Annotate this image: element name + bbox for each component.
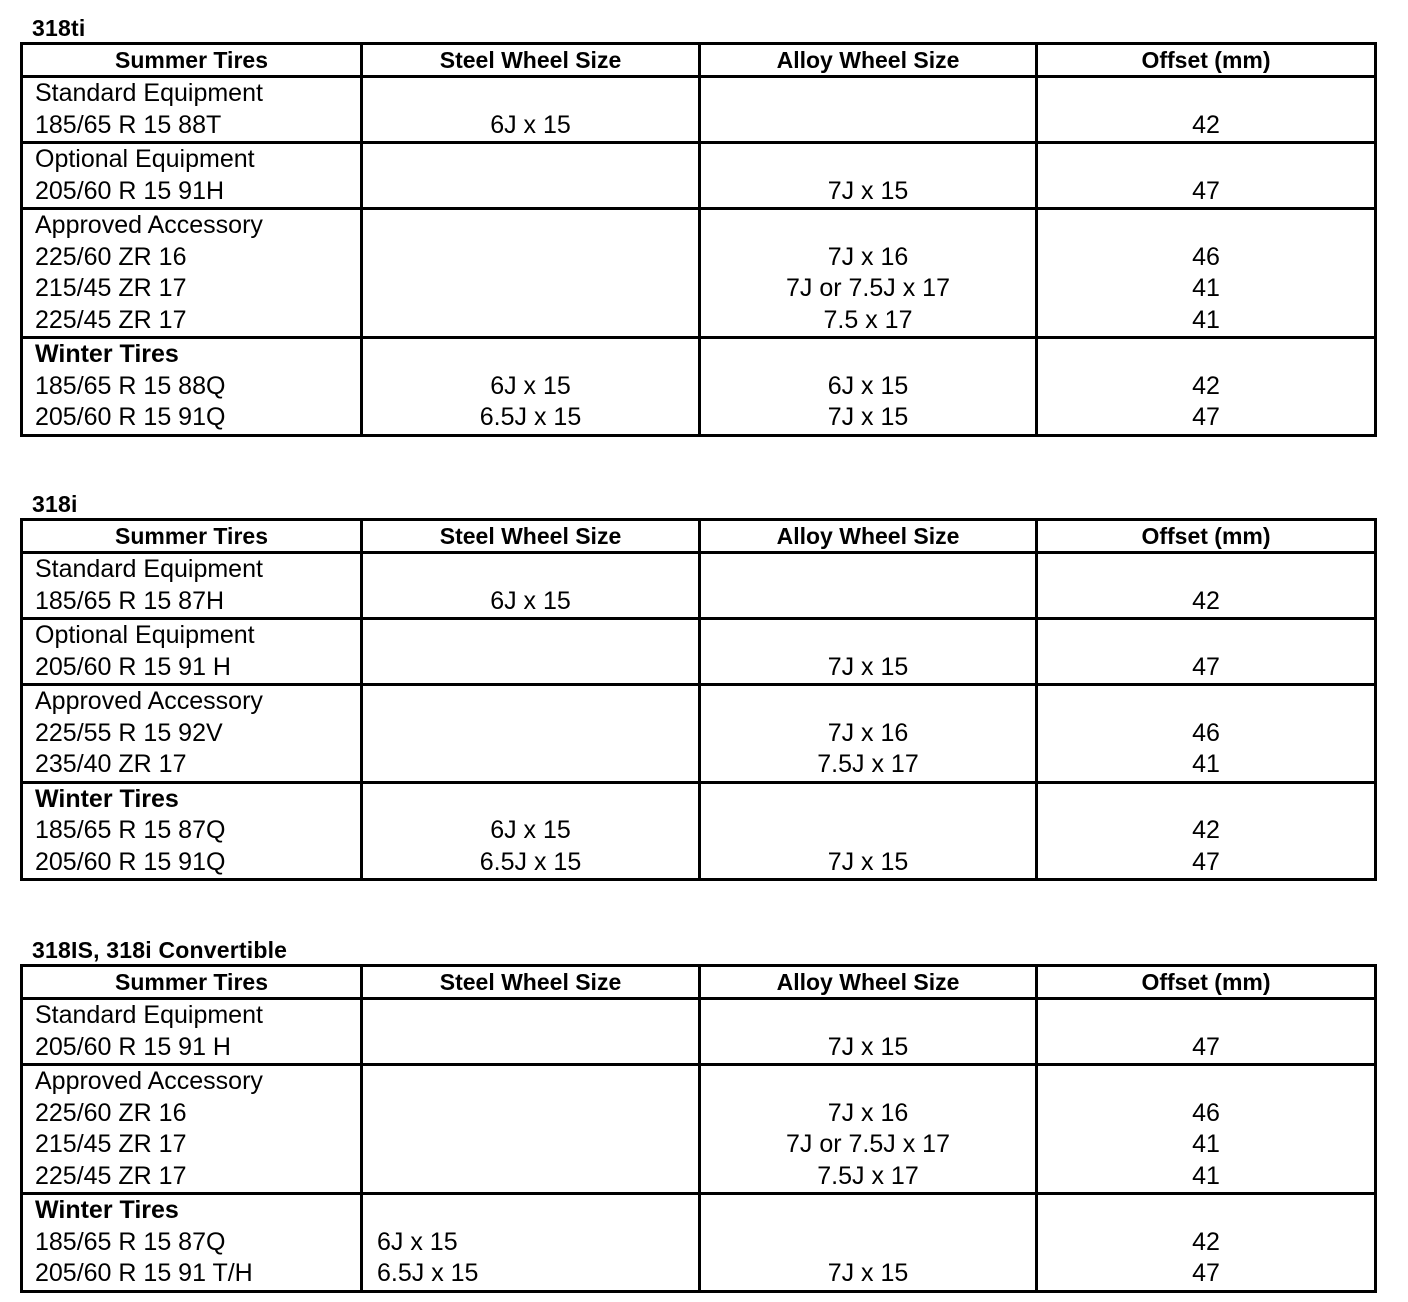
group-row	[22, 553, 1376, 619]
tire-size: 215/45 ZR 17	[35, 274, 187, 302]
tire-cell	[22, 143, 362, 209]
offset-value: 41	[1192, 1130, 1220, 1158]
offset-value: 47	[1192, 176, 1220, 205]
header-summer-tires: Summer Tires	[22, 44, 362, 77]
steel-cell	[362, 1194, 700, 1292]
tire-cell	[22, 1065, 362, 1194]
offset-value: 46	[1192, 1098, 1220, 1127]
steel-value: 6J x 15	[490, 816, 571, 844]
alloy-value: 7.5J x 17	[817, 1161, 919, 1190]
steel-value	[363, 652, 698, 684]
header-row	[22, 966, 1376, 999]
tire-size: 235/40 ZR 17	[35, 750, 187, 778]
tire-size: 225/60 ZR 16	[35, 242, 187, 271]
header-steel-wheel-size: Steel Wheel Size	[362, 520, 700, 553]
alloy-value: 7J x 16	[827, 242, 909, 271]
alloy-value: 7J x 16	[827, 718, 909, 747]
header-alloy-wheel-size: Alloy Wheel Size	[700, 520, 1037, 553]
tire-cell	[22, 999, 362, 1065]
alloy-value: 7J x 15	[827, 847, 909, 876]
offset-cell	[1037, 1194, 1376, 1292]
steel-value: 6.5J x 15	[479, 847, 582, 876]
header-summer-tires: Summer Tires	[22, 966, 362, 999]
tire-cell	[22, 209, 362, 338]
tire-cell	[22, 1194, 362, 1292]
offset-value: 41	[1192, 305, 1220, 334]
tire-size: 185/65 R 15 87Q	[35, 816, 226, 844]
header-alloy-wheel-size: Alloy Wheel Size	[700, 44, 1037, 77]
alloy-cell	[700, 1194, 1037, 1292]
tire-spec-table	[20, 518, 1377, 881]
offset-cell	[1037, 77, 1376, 143]
steel-value	[363, 273, 698, 305]
group-row	[22, 619, 1376, 685]
steel-cell	[362, 338, 700, 436]
alloy-value	[701, 1227, 1035, 1259]
tire-spec-table	[20, 42, 1377, 437]
steel-value: 6J x 15	[490, 586, 571, 615]
alloy-value: 7J x 15	[827, 652, 909, 681]
steel-value	[363, 242, 698, 274]
alloy-value: 7J x 15	[827, 1259, 909, 1287]
tire-size: 225/60 ZR 16	[35, 1098, 187, 1127]
offset-cell	[1037, 553, 1376, 619]
tire-size: 205/60 R 15 91 H	[35, 1032, 231, 1061]
group-row	[22, 685, 1376, 783]
tire-size: 215/45 ZR 17	[35, 1130, 187, 1158]
offset-cell	[1037, 209, 1376, 338]
category-label: Approved Accessory	[35, 1067, 263, 1095]
steel-cell	[362, 553, 700, 619]
model-title: 318ti	[32, 15, 86, 41]
alloy-cell	[700, 782, 1037, 880]
header-steel-wheel-size: Steel Wheel Size	[362, 44, 700, 77]
category-label: Winter Tires	[35, 784, 179, 813]
tire-cell	[22, 619, 362, 685]
steel-value	[363, 176, 698, 208]
alloy-cell	[700, 619, 1037, 685]
section-318ti	[20, 14, 1377, 437]
group-row	[22, 143, 1376, 209]
alloy-value: 7.5 x 17	[823, 305, 913, 334]
offset-cell	[1037, 685, 1376, 783]
offset-value: 42	[1192, 816, 1220, 844]
alloy-cell	[700, 143, 1037, 209]
steel-value: 6.5J x 15	[377, 1259, 479, 1287]
tire-size: 205/60 R 15 91 T/H	[35, 1259, 253, 1287]
steel-value: 6J x 15	[490, 371, 571, 400]
group-row	[22, 209, 1376, 338]
offset-value: 46	[1192, 718, 1220, 747]
group-row	[22, 77, 1376, 143]
model-title: 318IS, 318i Convertible	[32, 937, 288, 963]
tire-cell	[22, 338, 362, 436]
alloy-cell	[700, 209, 1037, 338]
alloy-value	[701, 815, 1035, 847]
steel-value	[363, 1098, 698, 1130]
offset-value: 41	[1192, 1161, 1220, 1190]
group-row	[22, 1194, 1376, 1292]
offset-value: 47	[1192, 1032, 1220, 1061]
alloy-cell	[700, 77, 1037, 143]
offset-value: 42	[1192, 586, 1220, 615]
alloy-value	[701, 586, 1035, 618]
group-row	[22, 1065, 1376, 1194]
offset-cell	[1037, 999, 1376, 1065]
alloy-value: 7J x 15	[827, 176, 909, 205]
alloy-value: 7J or 7.5J x 17	[786, 274, 950, 302]
steel-value	[363, 1161, 698, 1193]
offset-value: 42	[1192, 110, 1220, 139]
group-row	[22, 782, 1376, 880]
category-label: Winter Tires	[35, 340, 179, 368]
tire-size: 225/55 R 15 92V	[35, 718, 223, 747]
model-title: 318i	[32, 491, 78, 517]
offset-cell	[1037, 619, 1376, 685]
alloy-value: 7J x 16	[827, 1098, 909, 1127]
steel-cell	[362, 999, 700, 1065]
offset-value: 41	[1192, 750, 1220, 778]
steel-cell	[362, 209, 700, 338]
alloy-cell	[700, 553, 1037, 619]
alloy-value: 7J x 15	[827, 403, 909, 431]
header-offset: Offset (mm)	[1037, 966, 1376, 999]
alloy-value: 7J x 15	[827, 1032, 909, 1061]
alloy-value: 7.5J x 17	[817, 750, 919, 778]
steel-cell	[362, 685, 700, 783]
header-alloy-wheel-size: Alloy Wheel Size	[700, 966, 1037, 999]
steel-value	[363, 749, 698, 781]
steel-value: 6J x 15	[377, 1227, 458, 1256]
offset-value: 42	[1192, 371, 1220, 400]
header-offset: Offset (mm)	[1037, 520, 1376, 553]
offset-value: 47	[1192, 847, 1220, 876]
offset-value: 47	[1192, 652, 1220, 681]
category-label: Standard Equipment	[35, 1001, 263, 1029]
tire-size: 205/60 R 15 91Q	[35, 847, 226, 876]
tire-size: 185/65 R 15 87H	[35, 586, 225, 615]
tire-size: 185/65 R 15 88T	[35, 110, 222, 139]
steel-value	[363, 718, 698, 750]
category-label: Standard Equipment	[35, 555, 263, 583]
category-label: Approved Accessory	[35, 687, 263, 715]
alloy-cell	[700, 1065, 1037, 1194]
tire-cell	[22, 782, 362, 880]
category-label: Optional Equipment	[35, 145, 255, 173]
tire-spec-table	[20, 964, 1377, 1293]
alloy-cell	[700, 685, 1037, 783]
steel-cell	[362, 77, 700, 143]
header-summer-tires: Summer Tires	[22, 520, 362, 553]
alloy-value: 6J x 15	[827, 371, 909, 400]
tire-size: 205/60 R 15 91Q	[35, 403, 226, 431]
category-label: Winter Tires	[35, 1196, 179, 1224]
category-label: Optional Equipment	[35, 621, 255, 649]
section-318i	[20, 490, 1377, 881]
tire-size: 225/45 ZR 17	[35, 305, 187, 334]
group-row	[22, 338, 1376, 436]
offset-value: 47	[1192, 403, 1220, 431]
header-offset: Offset (mm)	[1037, 44, 1376, 77]
steel-value	[363, 305, 698, 337]
offset-cell	[1037, 143, 1376, 209]
offset-cell	[1037, 338, 1376, 436]
steel-value: 6.5J x 15	[479, 403, 582, 431]
steel-cell	[362, 619, 700, 685]
steel-value	[363, 1129, 698, 1161]
tire-size: 185/65 R 15 87Q	[35, 1227, 226, 1256]
offset-value: 46	[1192, 242, 1220, 271]
tire-size: 185/65 R 15 88Q	[35, 371, 226, 400]
offset-cell	[1037, 782, 1376, 880]
tire-size: 225/45 ZR 17	[35, 1161, 187, 1190]
offset-value: 47	[1192, 1259, 1220, 1287]
steel-cell	[362, 1065, 700, 1194]
category-label: Approved Accessory	[35, 211, 263, 239]
steel-value	[363, 1032, 698, 1064]
steel-cell	[362, 782, 700, 880]
alloy-value: 7J or 7.5J x 17	[786, 1130, 950, 1158]
offset-value: 41	[1192, 274, 1220, 302]
steel-value: 6J x 15	[490, 110, 571, 139]
tire-cell	[22, 77, 362, 143]
offset-cell	[1037, 1065, 1376, 1194]
alloy-cell	[700, 338, 1037, 436]
group-row	[22, 999, 1376, 1065]
alloy-value	[701, 110, 1035, 142]
tire-cell	[22, 685, 362, 783]
tire-cell	[22, 553, 362, 619]
alloy-cell	[700, 999, 1037, 1065]
header-steel-wheel-size: Steel Wheel Size	[362, 966, 700, 999]
category-label: Standard Equipment	[35, 79, 263, 107]
tire-size: 205/60 R 15 91 H	[35, 652, 231, 681]
steel-cell	[362, 143, 700, 209]
tire-size: 205/60 R 15 91H	[35, 176, 225, 205]
offset-value: 42	[1192, 1227, 1220, 1256]
header-row	[22, 520, 1376, 553]
header-row	[22, 44, 1376, 77]
section-318is-convertible	[20, 936, 1377, 1293]
